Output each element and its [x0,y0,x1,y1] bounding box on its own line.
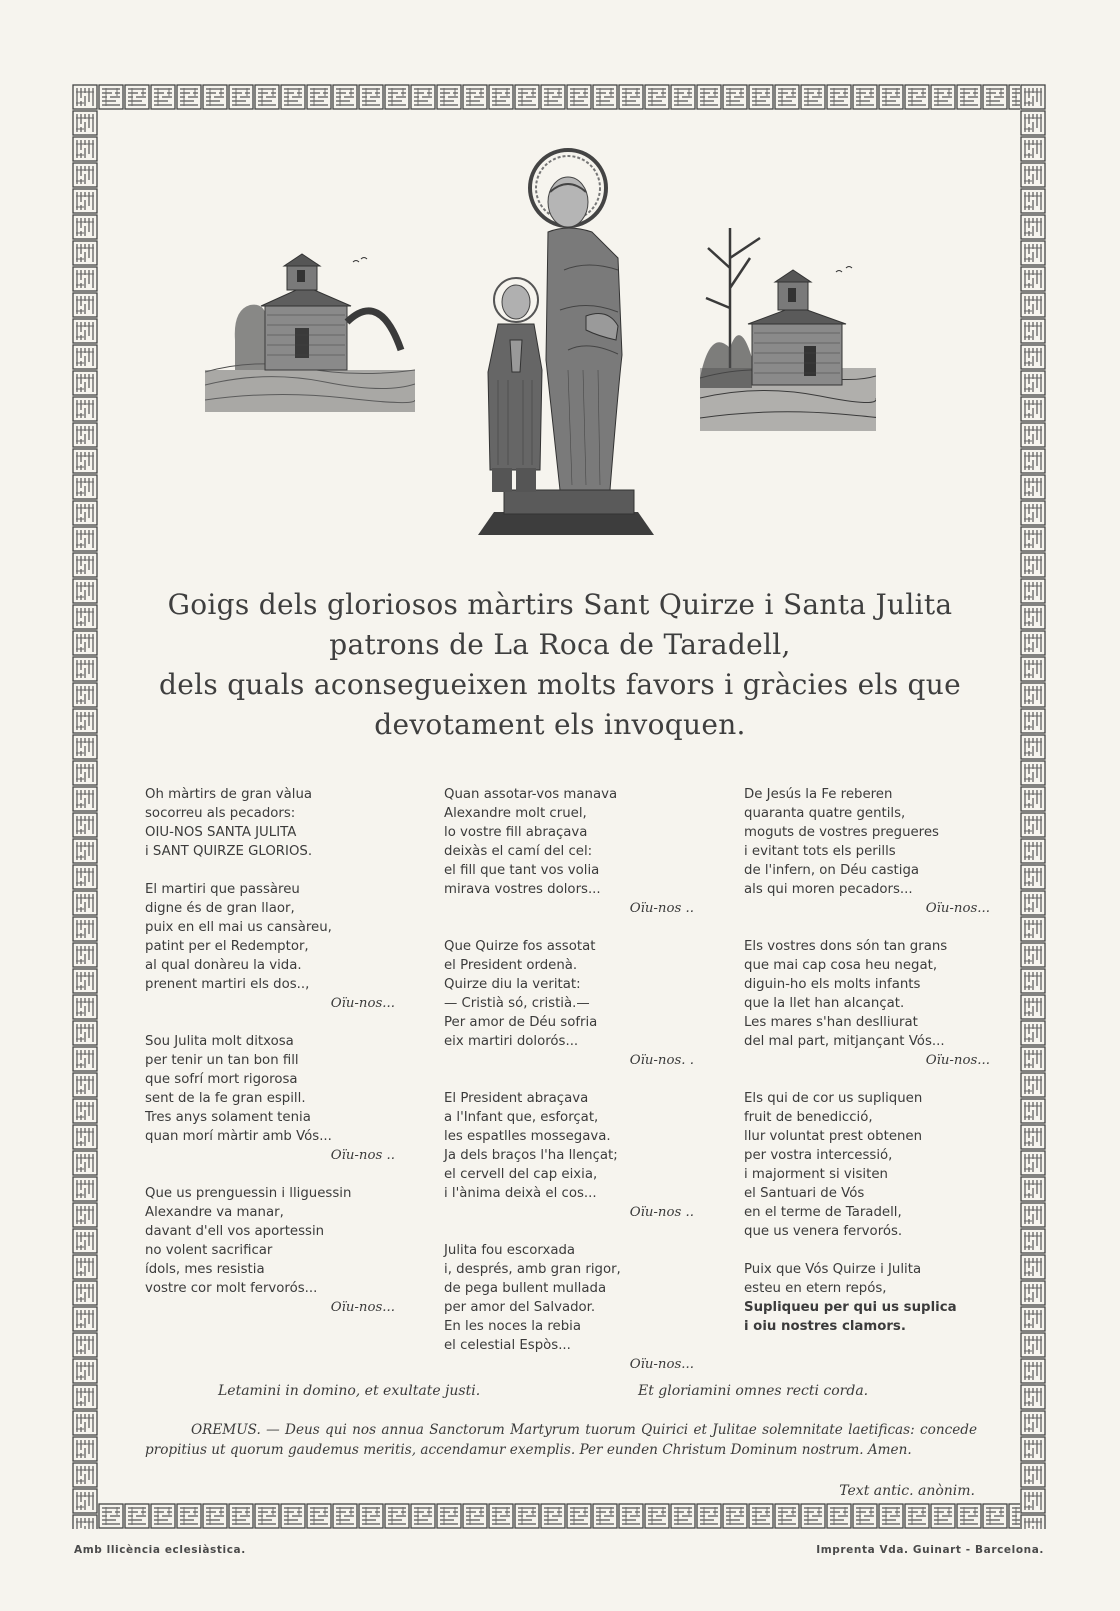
verse-line: Ja dels braços l'ha llençat; [444,1148,618,1163]
refrain: Oïu-nos... [629,1357,694,1372]
verse-line: el President ordenà. [444,958,578,973]
refrain: Oïu-nos. . [629,1053,694,1068]
verse-line: fruit de benedicció, [744,1110,873,1125]
page-title [118,585,1002,745]
verse-line: El President abraçava [444,1091,589,1106]
verse-line: quaranta quatre gentils, [744,806,906,821]
verse-line: En les noces la rebia [444,1319,582,1334]
verse-line: diguin-ho els molts infants [744,977,921,992]
verse-line: als qui moren pecadors... [744,882,913,897]
verse-line: quan morí màrtir amb Vós... [145,1129,332,1144]
verse-line: lo vostre fill abraçava [444,825,588,840]
verse-line: esteu en etern repós, [744,1281,887,1296]
saints-statue-illustration [468,140,664,545]
verse-line: Quirze diu la veritat: [444,977,581,992]
stanza [145,1184,395,1317]
verse-line: Els qui de cor us supliquen [744,1091,923,1106]
refrain: Oïu-nos... [330,1300,395,1315]
verse-line: Alexandre va manar, [145,1205,284,1220]
verse-line-bold: i oiu nostres clamors. [744,1319,906,1334]
verse-line: mirava vostres dolors... [444,882,601,897]
border-bottom [72,1503,1046,1529]
verse-line: que la llet han alcançat. [744,996,905,1011]
title-line: patrons de La Roca de Taradell, [329,628,791,661]
verse-line: i, després, amb gran rigor, [444,1262,621,1277]
verse-line: llur voluntat prest obtenen [744,1129,923,1144]
verse-line: Puix que Vós Quirze i Julita [744,1262,922,1277]
verse-line: puix en ell mai us cansàreu, [145,920,332,935]
stanza [744,1089,990,1241]
refrain: Oïu-nos .. [629,901,694,916]
verse-line: vostre cor molt fervorós... [145,1281,318,1296]
verse-line: Oh màrtirs de gran vàlua [145,787,313,802]
verse-line: ídols, mes resistia [145,1262,265,1277]
stanza [444,1089,694,1222]
verse-line: per amor del Salvador. [444,1300,596,1315]
verse-line: Que us prenguessin i lliguessin [145,1186,352,1201]
verse-line: al qual donàreu la vida. [145,958,302,973]
verse-line: El martiri que passàreu [145,882,300,897]
border-right [1020,84,1046,1529]
oremus-text: OREMUS. — Deus qui nos annua Sanctorum Martyrum tuorum Quirici et Julitae solemnitate laetificas: concede propitius ut quorum gaudemus meritis, accendamur exemplis. Per eunden Christum Dominum nostrum. Amen. [145,1422,977,1458]
title-line: dels quals aconsegueixen molts favors i gràcies els que [158,668,961,701]
verse-line: les espatlles mossegava. [444,1129,611,1144]
verse-line: de pega bullent mullada [444,1281,607,1296]
verse-line: patint per el Redemptor, [145,939,309,954]
verse-line: i majorment si visiten [744,1167,888,1182]
verse-line: el fill que tant vos volia [444,863,600,878]
border-left [72,84,98,1529]
verse-line: socorreu als pecadors: [145,806,296,821]
verse-line: el Santuari de Vós [744,1186,865,1201]
verse-line: Que Quirze fos assotat [444,939,596,954]
refrain: Oïu-nos... [925,1053,990,1068]
refrain: Oïu-nos .. [629,1205,694,1220]
stanza [444,785,694,918]
border-top [72,84,1046,110]
left-chapel-illustration [205,250,415,412]
footer-license: Amb llicència eclesiàstica. [74,1544,246,1556]
verse-line: davant d'ell vos aportessin [145,1224,325,1239]
verse-line: a l'Infant que, esforçat, [444,1110,599,1125]
verse-line: eix martiri dolorós... [444,1034,579,1049]
verse-line: Per amor de Déu sofria [444,1015,598,1030]
verse-line: i l'ànima deixà el cos... [444,1186,597,1201]
latin-verse-left: Letamini in domino, et exultate justi. [218,1383,481,1399]
refrain: Oïu-nos... [330,996,395,1011]
title-line: devotament els invoquen. [374,708,746,741]
verse-line: de l'infern, on Déu castiga [744,863,920,878]
verse-line: Alexandre molt cruel, [444,806,587,821]
verse-line: del mal part, mitjançant Vós... [744,1034,945,1049]
verse-line-bold: Supliqueu per qui us suplica [744,1300,957,1315]
verse-line: Julita fou escorxada [444,1243,576,1258]
verse-line: — Cristià só, cristià.— [444,996,590,1011]
verse-line: Els vostres dons són tan grans [744,939,948,954]
refrain: Oïu-nos .. [330,1148,395,1163]
stanza [444,937,694,1070]
verse-line: que us venera fervorós. [744,1224,903,1239]
refrain: Oïu-nos... [925,901,990,916]
author-note: Text antic. anònim. [839,1483,975,1499]
verse-line: Quan assotar-vos manava [444,787,618,802]
stanza [744,1260,990,1336]
title-line: Goigs dels gloriosos màrtirs Sant Quirze i Santa Julita [167,588,953,621]
footer-printer: Imprenta Vda. Guinart - Barcelona. [816,1544,1044,1556]
verse-line: moguts de vostres pregueres [744,825,939,840]
verse-line: que sofrí mort rigorosa [145,1072,298,1087]
right-chapel-illustration [700,228,876,431]
verse-line: Tres anys solament tenia [145,1110,311,1125]
verse-line: i SANT QUIRZE GLORIOS. [145,844,313,859]
verse-line: Sou Julita molt ditxosa [145,1034,294,1049]
verse-line: De Jesús la Fe reberen [744,787,893,802]
stanza [444,1241,694,1374]
oremus-prayer [145,1420,977,1460]
stanza [145,1032,395,1165]
verse-line: deixàs el camí del cel: [444,844,593,859]
verse-line: i evitant tots els perills [744,844,896,859]
verse-line: no volent sacrificar [145,1243,273,1258]
verse-line: per tenir un tan bon fill [145,1053,299,1068]
verse-line: el cervell del cap eixia, [444,1167,598,1182]
latin-verse-right: Et gloriamini omnes recti corda. [638,1383,869,1399]
verse-line: que mai cap cosa heu negat, [744,958,938,973]
verse-line: OIU-NOS SANTA JULITA [145,825,297,840]
verse-column-1 [145,785,395,1317]
stanza [145,880,395,1013]
verse-line: prenent martiri els dos.., [145,977,310,992]
verse-line: en el terme de Taradell, [744,1205,902,1220]
verse-column-2 [444,785,694,1374]
stanza [145,785,395,861]
verse-line: Les mares s'han deslliurat [744,1015,918,1030]
verse-column-3 [744,785,990,1336]
verse-line: per vostra intercessió, [744,1148,893,1163]
verse-line: sent de la fe gran espill. [145,1091,306,1106]
verse-line: digne és de gran llaor, [145,901,295,916]
stanza [744,785,990,918]
verse-line: el celestial Espòs... [444,1338,571,1353]
stanza [744,937,990,1070]
